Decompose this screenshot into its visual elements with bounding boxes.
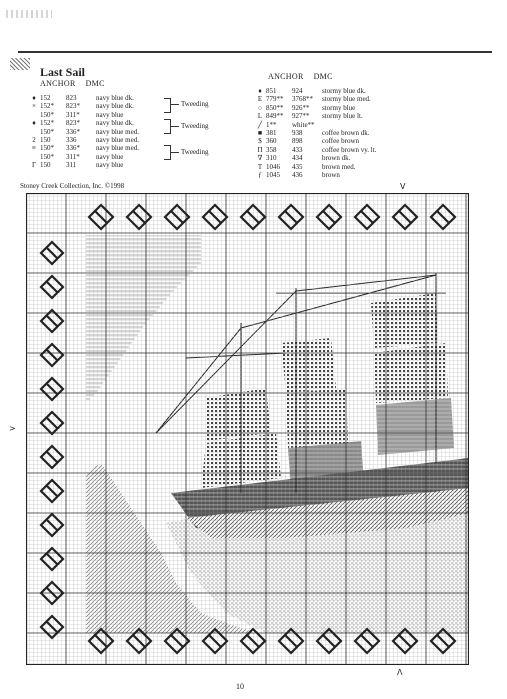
key-symbol: ∇ bbox=[257, 154, 263, 163]
key-symbol: $ bbox=[258, 137, 262, 146]
color-name: stormy blue dk. bbox=[322, 87, 366, 95]
color-key-right bbox=[254, 87, 376, 179]
tweeding-line bbox=[171, 126, 179, 127]
key-row bbox=[254, 112, 376, 120]
anchor-code: 150* bbox=[40, 144, 54, 153]
key-symbol bbox=[28, 111, 40, 119]
dmc-code: 433 bbox=[292, 145, 303, 154]
dmc-code: 938 bbox=[292, 128, 303, 137]
anchor-code: 152 bbox=[40, 94, 51, 102]
dmc-code: 336 bbox=[66, 135, 77, 144]
anchor-code: 150* bbox=[40, 110, 54, 119]
dmc-code: 311* bbox=[66, 152, 80, 161]
anchor-code: 1046 bbox=[266, 162, 280, 171]
cross-stitch-chart bbox=[26, 193, 469, 665]
dmc-code: 336* bbox=[66, 144, 80, 153]
key-symbol: ♦ bbox=[258, 87, 262, 95]
key-row bbox=[28, 153, 139, 161]
dmc-code: 927** bbox=[292, 112, 310, 121]
color-name: navy blue bbox=[96, 152, 124, 161]
anchor-code: 152* bbox=[40, 119, 54, 128]
color-key-left bbox=[28, 94, 139, 170]
anchor-code: 851 bbox=[266, 87, 277, 95]
anchor-header: ANCHOR bbox=[40, 79, 76, 88]
color-name: navy blue dk. bbox=[96, 119, 134, 128]
anchor-code: 150* bbox=[40, 152, 54, 161]
tweeding-label: Tweeding bbox=[181, 122, 209, 130]
key-row bbox=[254, 154, 376, 162]
anchor-code: 358 bbox=[266, 145, 277, 154]
color-name: navy blue med. bbox=[96, 135, 139, 144]
tweeding-line bbox=[171, 152, 179, 153]
right-key-header bbox=[268, 72, 343, 81]
key-row bbox=[254, 121, 376, 129]
color-name: coffee brown dk. bbox=[322, 128, 370, 137]
dmc-code: 926** bbox=[292, 103, 310, 112]
key-symbol: ≡ bbox=[32, 144, 36, 153]
color-name: coffee brown vy. lt. bbox=[322, 145, 377, 154]
left-key-header bbox=[40, 79, 115, 88]
anchor-code: 150 bbox=[40, 135, 51, 144]
key-symbol: ╱ bbox=[257, 120, 263, 129]
key-symbol: T bbox=[257, 162, 263, 171]
color-name: stormy blue lt. bbox=[322, 112, 363, 121]
key-symbol: ƒ bbox=[258, 170, 262, 179]
anchor-code: 150* bbox=[40, 127, 54, 136]
anchor-code: 150 bbox=[40, 161, 51, 170]
tweeding-label: Tweeding bbox=[181, 100, 209, 108]
corner-mark bbox=[10, 58, 30, 70]
key-symbol: Γ bbox=[31, 161, 37, 170]
color-name: brown dk. bbox=[322, 154, 351, 163]
key-row bbox=[254, 171, 376, 179]
dmc-header: DMC bbox=[85, 79, 105, 88]
dmc-code: 434 bbox=[292, 154, 303, 163]
key-symbol: ■ bbox=[257, 128, 263, 137]
key-row bbox=[28, 94, 139, 102]
color-name: navy blue med. bbox=[96, 144, 139, 153]
key-symbol: ♦ bbox=[32, 119, 36, 128]
key-row bbox=[254, 146, 376, 154]
key-row bbox=[254, 163, 376, 171]
key-symbol: ○ bbox=[257, 103, 263, 112]
center-arrow-bottom: Λ bbox=[397, 668, 403, 677]
key-symbol: L bbox=[257, 112, 263, 121]
color-name: coffee brown bbox=[322, 137, 359, 146]
color-name: brown bbox=[322, 170, 340, 179]
key-symbol bbox=[28, 128, 40, 136]
anchor-code: 1** bbox=[266, 120, 277, 129]
dmc-code: 311* bbox=[66, 110, 80, 119]
key-row bbox=[28, 161, 139, 169]
center-arrow-top: V bbox=[400, 182, 406, 191]
dmc-code: 336* bbox=[66, 127, 80, 136]
key-row bbox=[254, 137, 376, 145]
anchor-code: 850** bbox=[266, 103, 284, 112]
color-name: navy blue bbox=[96, 110, 124, 119]
color-name: brown med. bbox=[322, 162, 356, 171]
color-name: navy blue med. bbox=[96, 127, 139, 136]
color-name: navy blue dk. bbox=[96, 94, 134, 102]
key-symbol: ♦ bbox=[32, 94, 36, 102]
key-row bbox=[254, 129, 376, 137]
tweeding-bracket bbox=[164, 145, 171, 160]
dmc-code: white** bbox=[292, 120, 315, 129]
key-symbol bbox=[28, 153, 40, 161]
dmc-code: 436 bbox=[292, 170, 303, 179]
key-row bbox=[28, 102, 139, 110]
key-symbol: Π bbox=[257, 145, 263, 154]
anchor-header: ANCHOR bbox=[268, 72, 304, 81]
page-number: 10 bbox=[236, 682, 244, 691]
key-symbol: 2 bbox=[32, 135, 36, 144]
tweeding-line bbox=[171, 104, 179, 105]
key-row bbox=[28, 144, 139, 152]
center-arrow-left: > bbox=[9, 424, 16, 433]
key-row bbox=[254, 104, 376, 112]
color-name: navy blue bbox=[96, 161, 124, 170]
anchor-code: 381 bbox=[266, 128, 277, 137]
anchor-code: 360 bbox=[266, 137, 277, 146]
dmc-code: 311 bbox=[66, 161, 77, 170]
key-row bbox=[28, 119, 139, 127]
stitch-grid bbox=[26, 193, 469, 665]
tweeding-bracket bbox=[164, 98, 171, 113]
tweeding-label: Tweeding bbox=[181, 148, 209, 156]
anchor-code: 310 bbox=[266, 154, 277, 163]
key-symbol: E bbox=[257, 95, 263, 104]
dmc-code: 823* bbox=[66, 119, 80, 128]
color-name: stormy blue med. bbox=[322, 95, 371, 104]
dmc-code: 898 bbox=[292, 137, 303, 146]
dmc-code: 924 bbox=[292, 87, 303, 95]
dmc-code: 435 bbox=[292, 162, 303, 171]
scan-artifact bbox=[6, 10, 52, 18]
key-row bbox=[28, 111, 139, 119]
key-row bbox=[254, 95, 376, 103]
key-symbol: × bbox=[32, 102, 36, 111]
top-rule bbox=[18, 51, 492, 53]
anchor-code: 152* bbox=[40, 102, 54, 111]
dmc-code: 823* bbox=[66, 102, 80, 111]
color-name: navy blue dk. bbox=[96, 102, 134, 111]
dmc-code: 3768** bbox=[292, 95, 313, 104]
anchor-code: 779** bbox=[266, 95, 284, 104]
color-name: stormy blue bbox=[322, 103, 356, 112]
key-row bbox=[254, 87, 376, 95]
tweeding-bracket bbox=[164, 119, 171, 134]
key-row bbox=[28, 136, 139, 144]
key-row bbox=[28, 128, 139, 136]
anchor-code: 849** bbox=[266, 112, 284, 121]
anchor-code: 1045 bbox=[266, 170, 280, 179]
copyright: Stoney Creek Collection, Inc. ©1998 bbox=[20, 182, 125, 190]
dmc-header: DMC bbox=[313, 72, 333, 81]
page-title: Last Sail bbox=[40, 65, 86, 79]
dmc-code: 823 bbox=[66, 94, 77, 102]
